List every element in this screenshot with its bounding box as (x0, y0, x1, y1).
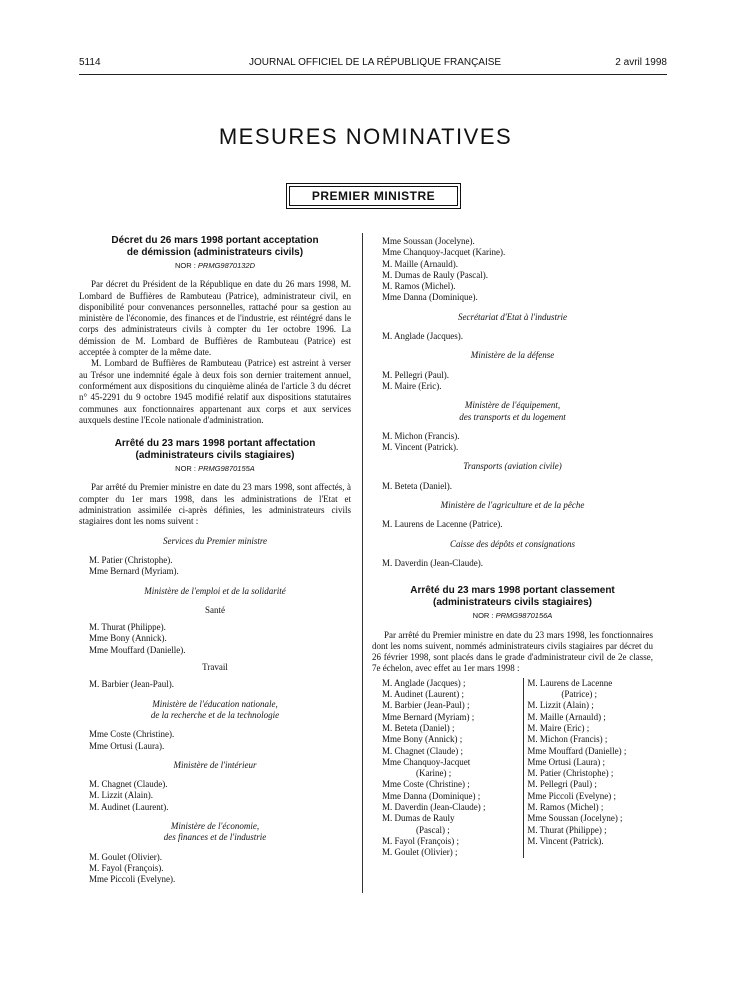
list-item: Mme Ortusi (Laura). (89, 740, 165, 751)
name-list-item: Mme Chanquoy-Jacquet (382, 756, 471, 767)
page-header (79, 57, 667, 71)
name-column-2 (517, 678, 653, 859)
list-item: Mme Bernard (Myriam). (89, 566, 179, 577)
list-item: M. Ramos (Michel). (382, 281, 456, 292)
name-list-item: Mme Bony (Annick) ; (382, 734, 463, 745)
name-list-item: M. Daverdin (Jean-Claude) ; (382, 801, 486, 812)
name-list-item: Mme Danna (Dominique) ; (382, 790, 481, 801)
list-item: Mme Piccoli (Evelyne). (89, 874, 176, 885)
name-list-item: Mme Soussan (Jocelyne) ; (527, 813, 623, 824)
list-item: M. Patier (Christophe). (89, 554, 173, 565)
decret1-para1: Par décret du Président de la République en date du 26 mars 1998, M. Lombard de Buffières de Rambuteau (Patrice), administrateur civil, en disponibilité pour convenances personnelles, rattaché pour sa gestion au ministère de l'économie, des finances et de l'industrie, est réintégré dans le corps des administrateurs civils à compter du 1er octobre 1996. La démission de M. Lombard de Buffières de Rambuteau (Patrice) est acceptée à compter de la même date. (79, 279, 351, 358)
subsection-sante: Santé (205, 604, 225, 615)
section-industrie: Secrétariat d'Etat à l'industrie (457, 311, 568, 322)
subsection-travail: Travail (202, 662, 228, 673)
decret1-para2: M. Lombard de Buffières de Rambuteau (Patrice) est astreint à verser au Trésor une indemnité égale à deux fois son dernier traitement annuel, conformément aux dispositions du cinquième alinéa de l'article 3 du décret n° 45-2291 du 9 octobre 1945 modifié relatif aux dispositions statutaires communes aux fonctionnaires appartenant aux corps et aux services auxquels destine l'Ecole nationale d'administration. (79, 358, 351, 425)
list-item: Mme Soussan (Jocelyne). (382, 236, 475, 246)
list-item: M. Vincent (Patrick). (382, 442, 459, 453)
list-item: M. Laurens de Lacenne (Patrice). (382, 519, 503, 530)
section-defense: Ministère de la défense (470, 350, 555, 361)
list-item: M. Daverdin (Jean-Claude). (382, 557, 483, 568)
name-list-item: M. Dumas de Rauly (382, 813, 455, 824)
name-list-item: M. Patier (Christophe) ; (527, 768, 614, 779)
name-list-item: M. Fayol (François) ; (382, 835, 459, 846)
name-list-item: M. Maille (Arnauld) ; (527, 711, 606, 722)
arrete2-title-line1: Arrêté du 23 mars 1998 portant classement (410, 585, 615, 597)
name-list-item: M. Lizzit (Alain) ; (527, 700, 594, 711)
name-list-item: (Patrice) ; (561, 689, 598, 700)
arrete2-intro: Par arrêté du Premier ministre en date du 23 mars 1998, les fonctionnaires dont les noms suivent, nommés administrateurs civils stagiaires par décret du 26 février 1998, sont placés dans le grade d'administrateur civil de 2e classe, 7e échelon, avec effet au 1er mars 1998 : (372, 629, 653, 674)
right-column (372, 236, 653, 858)
header-rule (79, 74, 667, 75)
list-item: Mme Bony (Annick). (89, 633, 167, 644)
list-item: Mme Danna (Dominique). (382, 292, 478, 303)
name-list-item: M. Pellegri (Paul) ; (527, 779, 597, 790)
list-item: M. Anglade (Jacques). (382, 331, 463, 342)
name-list-item: (Karine) ; (416, 768, 452, 779)
page-title: MESURES NOMINATIVES (218, 124, 513, 149)
list-item: Mme Coste (Christine). (89, 729, 175, 740)
section-equipement-l1: Ministère de l'équipement, (464, 400, 561, 411)
name-list-item: Mme Ortusi (Laura) ; (527, 756, 606, 767)
page-number: 5114 (79, 57, 101, 68)
section-transports: Transports (aviation civile) (463, 461, 562, 472)
name-list-item: M. Michon (Francis) ; (527, 734, 608, 745)
name-list-item: M. Thurat (Philippe) ; (527, 824, 607, 835)
name-list-item: M. Barbier (Jean-Paul) ; (382, 700, 470, 711)
issue-date: 2 avril 1998 (615, 57, 667, 68)
list-item: M. Audinet (Laurent). (89, 801, 169, 812)
list-item: M. Maire (Eric). (382, 380, 442, 391)
arrete2-nor: NOR : PRMG9870156A (472, 611, 553, 621)
ministry-box (286, 183, 461, 209)
name-list-item: M. Goulet (Olivier) ; (382, 847, 458, 858)
list-item: M. Lizzit (Alain). (89, 790, 153, 801)
name-list-item: M. Ramos (Michel) ; (527, 801, 604, 812)
section-interieur: Ministère de l'intérieur (173, 759, 257, 770)
section-equipement-l2: des transports et du logement (459, 411, 566, 422)
arrete1-nor: NOR : PRMG9870155A (175, 464, 255, 474)
arrete1-intro: Par arrêté du Premier ministre en date du 23 mars 1998, sont affectés, à compter du 1er mars 1998, dans les administrations de l'Etat et administration assimilée ci-après définies, les administrateurs civils stagiaires dont les noms suivent : (79, 482, 351, 527)
left-column (79, 235, 351, 885)
section-caisse: Caisse des dépôts et consignations (450, 538, 575, 549)
classement-name-list (372, 678, 653, 859)
list-item: M. Beteta (Daniel). (382, 480, 452, 491)
arrete2-title-line2: (administrateurs civils stagiaires) (433, 596, 592, 608)
name-list-item: Mme Coste (Christine) ; (382, 779, 470, 790)
column-divider (362, 233, 363, 893)
name-list-item: M. Beteta (Daniel) ; (382, 722, 455, 733)
list-item: M. Fayol (François). (89, 862, 164, 873)
name-list-item: M. Chagnet (Claude) ; (382, 745, 463, 756)
section-economie-l1: Ministère de l'économie, (170, 820, 260, 831)
ministry-label: PREMIER MINISTRE (289, 186, 458, 206)
name-column-1 (372, 678, 517, 859)
section-education-l1: Ministère de l'éducation nationale, (152, 698, 278, 709)
section-agriculture: Ministère de l'agriculture et de la pêche (440, 500, 585, 511)
list-item: M. Pellegri (Paul). (382, 369, 449, 380)
section-economie-l2: des finances et de l'industrie (163, 832, 267, 843)
name-list-item: M. Vincent (Patrick). (527, 835, 604, 846)
list-item: M. Barbier (Jean-Paul). (89, 679, 174, 690)
name-list-item: M. Anglade (Jacques) ; (382, 677, 466, 688)
list-item: M. Maille (Arnauld). (382, 258, 458, 269)
list-item: Mme Chanquoy-Jacquet (Karine). (382, 247, 506, 258)
list-item: M. Dumas de Rauly (Pascal). (382, 269, 488, 280)
section-emploi: Ministère de l'emploi et de la solidarité (144, 585, 286, 596)
name-list-item: M. Laurens de Lacenne (527, 677, 613, 688)
name-list-divider (523, 678, 524, 859)
decret1-title-line2: de démission (administrateurs civils) (126, 246, 304, 258)
section-premier-ministre: Services du Premier ministre (162, 535, 268, 546)
name-list-item: M. Maire (Eric) ; (527, 722, 590, 733)
decret1-title-line1: Décret du 26 mars 1998 portant acceptation (111, 235, 319, 246)
name-list-item: M. Audinet (Laurent) ; (382, 689, 464, 700)
section-education-l2: de la recherche et de la technologie (150, 709, 280, 720)
name-list-item: Mme Bernard (Myriam) ; (382, 711, 475, 722)
name-list-item: Mme Mouffard (Danielle) ; (527, 745, 627, 756)
list-item: Mme Mouffard (Danielle). (89, 644, 186, 655)
list-item: M. Goulet (Olivier). (89, 851, 162, 862)
name-list-item: (Pascal) ; (416, 824, 450, 835)
journal-name: JOURNAL OFFICIEL DE LA RÉPUBLIQUE FRANÇAISE (249, 57, 502, 68)
list-item: M. Michon (Francis). (382, 430, 460, 441)
arrete1-title-line1: Arrêté du 23 mars 1998 portant affectation (114, 438, 316, 450)
list-item: M. Thurat (Philippe). (89, 622, 166, 633)
arrete1-title-line2: (administrateurs civils stagiaires) (135, 449, 295, 461)
name-list-item: Mme Piccoli (Evelyne) ; (527, 790, 617, 801)
list-item: M. Chagnet (Claude). (89, 779, 168, 790)
decret1-nor: NOR : PRMG9870132D (174, 261, 256, 270)
